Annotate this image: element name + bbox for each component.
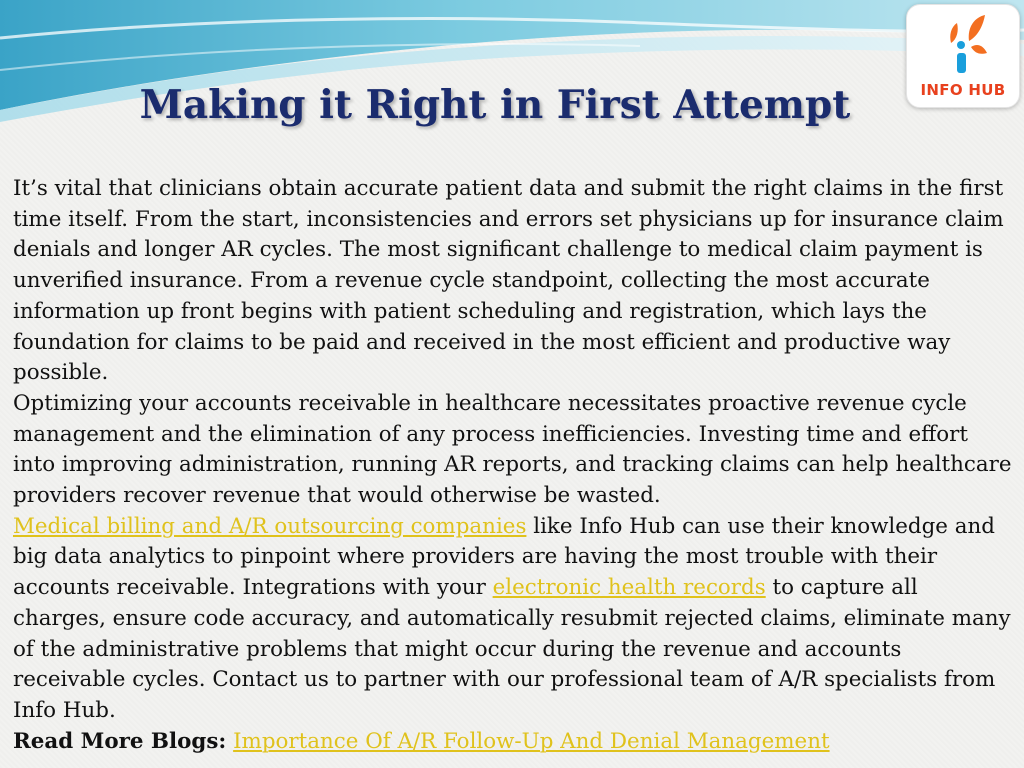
paragraph-outsourcing-text-2: to capture all charges, ensure code accuracy, and automatically resubmit rejected claims, eliminate many of the administrative problems that might occur during the revenue and accounts receivable cycles. Contact us to partner with our professional team of A/R specialists from Info Hub. — [13, 575, 1011, 723]
paragraph-outsourcing — [13, 512, 1013, 727]
read-more-label: Read More Blogs: — [13, 728, 227, 754]
logo-text: INFO HUB — [920, 81, 1006, 99]
paragraph-outsourcing-text-1: like Info Hub can use their knowledge and big data analytics to pinpoint where providers are having the most trouble with their accounts receivable. Integrations with your — [13, 513, 995, 601]
article-body — [13, 174, 1013, 757]
read-more-line — [13, 727, 1013, 758]
page-title: Making it Right in First Attempt — [139, 82, 851, 128]
paragraph-intro: It’s vital that clinicians obtain accurate patient data and submit the right claims in the first time itself. From the start, inconsistencies and errors set physicians up for insurance claim denials and longer AR cycles. The most significant challenge to medical claim payment is unverified insurance. From a revenue cycle standpoint, collecting the most accurate information up front begins with patient scheduling and registration, which lays the foundation for claims to be paid and received in the most efficient and productive way possible. — [13, 176, 1004, 386]
read-more-blog-link[interactable]: Importance Of A/R Follow-Up And Denial Management — [233, 728, 830, 754]
paragraph-optimizing: Optimizing your accounts receivable in healthcare necessitates proactive revenue cycle management and the elimination of any process inefficiencies. Investing time and effort into improving administration, running AR reports, and tracking claims can help healthcare providers recover revenue that would otherwise be wasted. — [13, 390, 1012, 509]
medical-billing-link[interactable]: Medical billing and A/R outsourcing companies — [13, 513, 527, 539]
info-hub-logo-icon — [947, 13, 987, 77]
electronic-health-records-link[interactable]: electronic health records — [492, 575, 766, 601]
